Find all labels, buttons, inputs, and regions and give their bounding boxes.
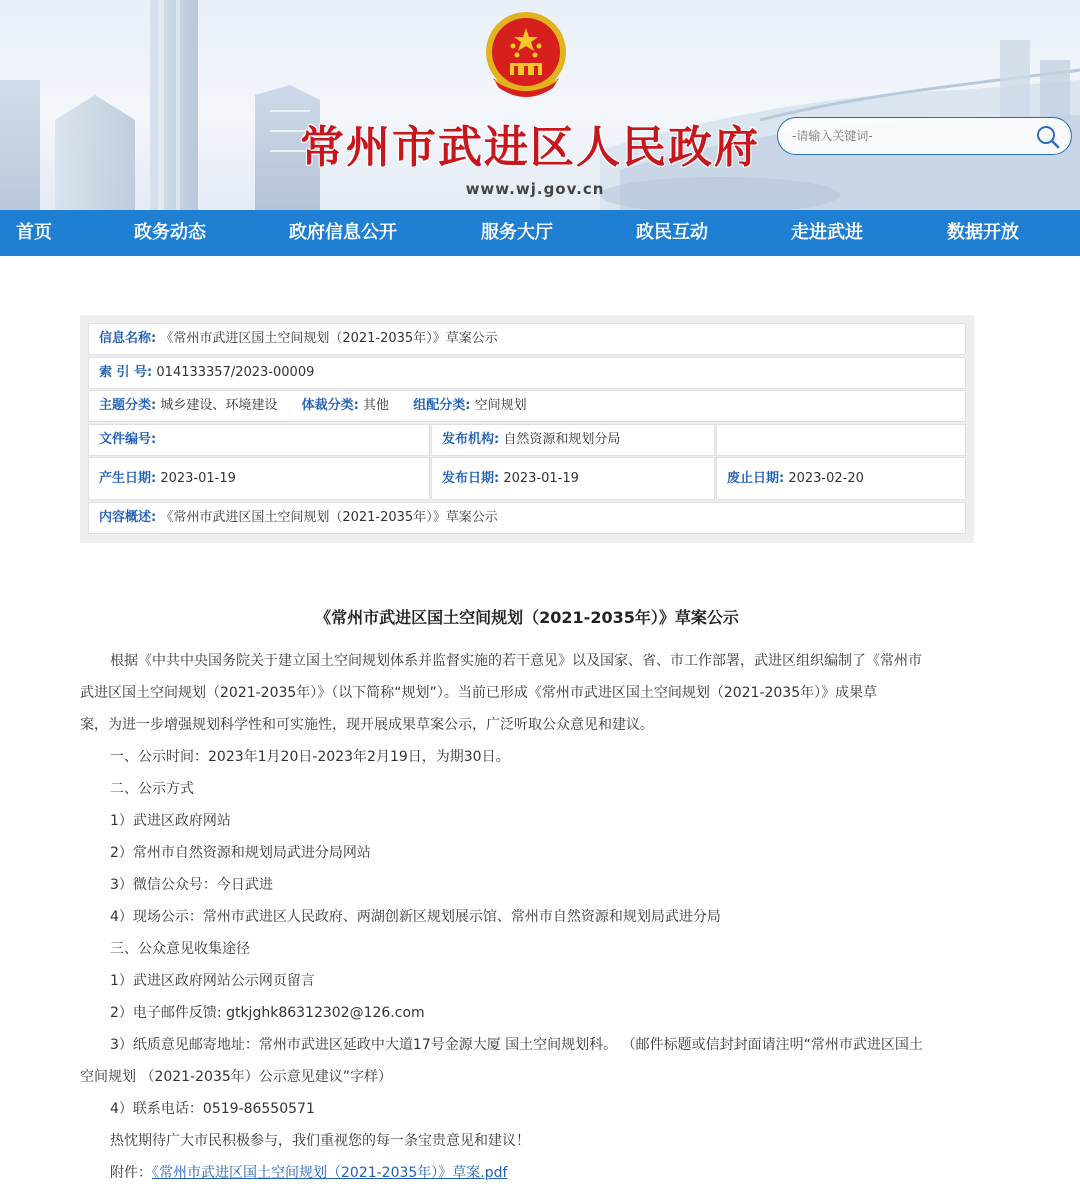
article-section-method: 二、公示方式 xyxy=(110,781,194,797)
article-list-item: 2）电子邮件反馈: gtkjghk86312302@126.com xyxy=(110,1005,425,1021)
info-row-index xyxy=(88,357,966,389)
article-list-item: 4）联系电话：0519-86550571 xyxy=(110,1101,315,1117)
article-list-item: 2）常州市自然资源和规划局武进分局网站 xyxy=(110,845,371,861)
info-cell-fileno xyxy=(88,424,430,456)
article-title: 《常州市武进区国土空间规划（2021-2035年）》草案公示 xyxy=(315,608,739,627)
info-summary-value: 《常州市武进区国土空间规划（2021-2035年）》草案公示 xyxy=(160,510,498,525)
info-cell-created xyxy=(88,457,430,500)
info-index-value: 014133357/2023-00009 xyxy=(156,365,315,380)
nav-news[interactable]: 政务动态 xyxy=(134,222,206,243)
info-name-value: 《常州市武进区国土空间规划（2021-2035年）》草案公示 xyxy=(160,331,498,346)
attachment-label: 附件： xyxy=(110,1165,152,1181)
header-banner xyxy=(0,0,1080,210)
article-list-item: 3）纸质意见邮寄地址：常州市武进区延政中大道17号金源大厦 国土空间规划科。 （邮件标题或信封封面请注明“常州市武进区国土 xyxy=(110,1037,923,1053)
main-nav xyxy=(0,210,1080,256)
info-topic-value: 城乡建设、环境建设 xyxy=(160,398,278,413)
info-expiry-value: 2023-02-20 xyxy=(788,471,864,486)
article-list-item: 1）武进区政府网站 xyxy=(110,813,231,829)
info-org-label: 发布机构: xyxy=(442,432,500,447)
article-section-time: 一、公示时间：2023年1月20日-2023年2月19日，为期30日。 xyxy=(110,749,510,765)
info-topic-label: 主题分类: xyxy=(99,398,157,413)
site-url: www.wj.gov.cn xyxy=(465,180,605,198)
article-list-item-cont: 空间规划 （2021-2035年）公示意见建议”字样） xyxy=(80,1069,393,1085)
info-genre-label: 体裁分类: xyxy=(301,398,359,413)
info-created-label: 产生日期: xyxy=(99,471,157,486)
info-cell-published xyxy=(431,457,715,500)
article-closing: 热忱期待广大市民积极参与，我们重视您的每一条宝贵意见和建议！ xyxy=(110,1133,530,1149)
info-table xyxy=(80,315,974,543)
info-row-summary xyxy=(88,502,966,534)
national-emblem-icon xyxy=(483,8,569,104)
info-group-label: 组配分类: xyxy=(413,398,471,413)
info-group-value: 空间规划 xyxy=(474,398,527,413)
nav-home[interactable]: 首页 xyxy=(16,222,52,243)
info-row-category xyxy=(88,390,966,422)
article-paragraph: 案，为进一步增强规划科学性和可实施性，现开展成果草案公示，广泛听取公众意见和建议。 xyxy=(80,717,654,733)
nav-interaction[interactable]: 政民互动 xyxy=(636,222,708,243)
info-genre-value: 其他 xyxy=(362,398,389,413)
search-box xyxy=(777,117,1072,155)
article-section-feedback: 三、公众意见收集途径 xyxy=(110,941,250,957)
info-cell-org xyxy=(431,424,715,456)
info-created-value: 2023-01-19 xyxy=(160,471,236,486)
info-cell-empty xyxy=(716,424,966,456)
info-name-label: 信息名称: xyxy=(99,331,157,346)
article-list-item: 4）现场公示：常州市武进区人民政府、两湖创新区规划展示馆、常州市自然资源和规划局武进分局 xyxy=(110,909,721,925)
nav-about-wujin[interactable]: 走进武进 xyxy=(791,222,863,243)
attachment-link[interactable]: 《常州市武进区国土空间规划（2021-2035年）》草案.pdf xyxy=(152,1165,508,1181)
article-paragraph: 根据《中共中央国务院关于建立国土空间规划体系并监督实施的若干意见》以及国家、省、市工作部署，武进区组织编制了《常州市 xyxy=(110,653,922,669)
search-input[interactable] xyxy=(792,124,1032,148)
site-title: 常州市武进区人民政府 xyxy=(300,122,760,173)
nav-service-hall[interactable]: 服务大厅 xyxy=(481,222,553,243)
nav-info-disclosure[interactable]: 政府信息公开 xyxy=(289,222,397,243)
info-index-label: 索 引 号: xyxy=(99,365,153,380)
info-published-label: 发布日期: xyxy=(442,471,500,486)
info-org-value: 自然资源和规划分局 xyxy=(503,432,621,447)
info-cell-expiry xyxy=(716,457,966,500)
article-list-item: 1）武进区政府网站公示网页留言 xyxy=(110,973,315,989)
nav-open-data[interactable]: 数据开放 xyxy=(947,222,1019,243)
info-fileno-label: 文件编号: xyxy=(99,432,157,447)
search-icon[interactable] xyxy=(1035,124,1061,150)
article-attachment xyxy=(80,1157,974,1189)
article-list-item: 3）微信公众号：今日武进 xyxy=(110,877,273,893)
article-paragraph: 武进区国土空间规划（2021-2035年）》（以下简称“规划”）。当前已形成《常州市武进区国土空间规划（2021-2035年）》成果草 xyxy=(80,685,878,701)
info-expiry-label: 废止日期: xyxy=(727,471,785,486)
info-row-name xyxy=(88,323,966,355)
info-summary-label: 内容概述: xyxy=(99,510,157,525)
info-published-value: 2023-01-19 xyxy=(503,471,579,486)
